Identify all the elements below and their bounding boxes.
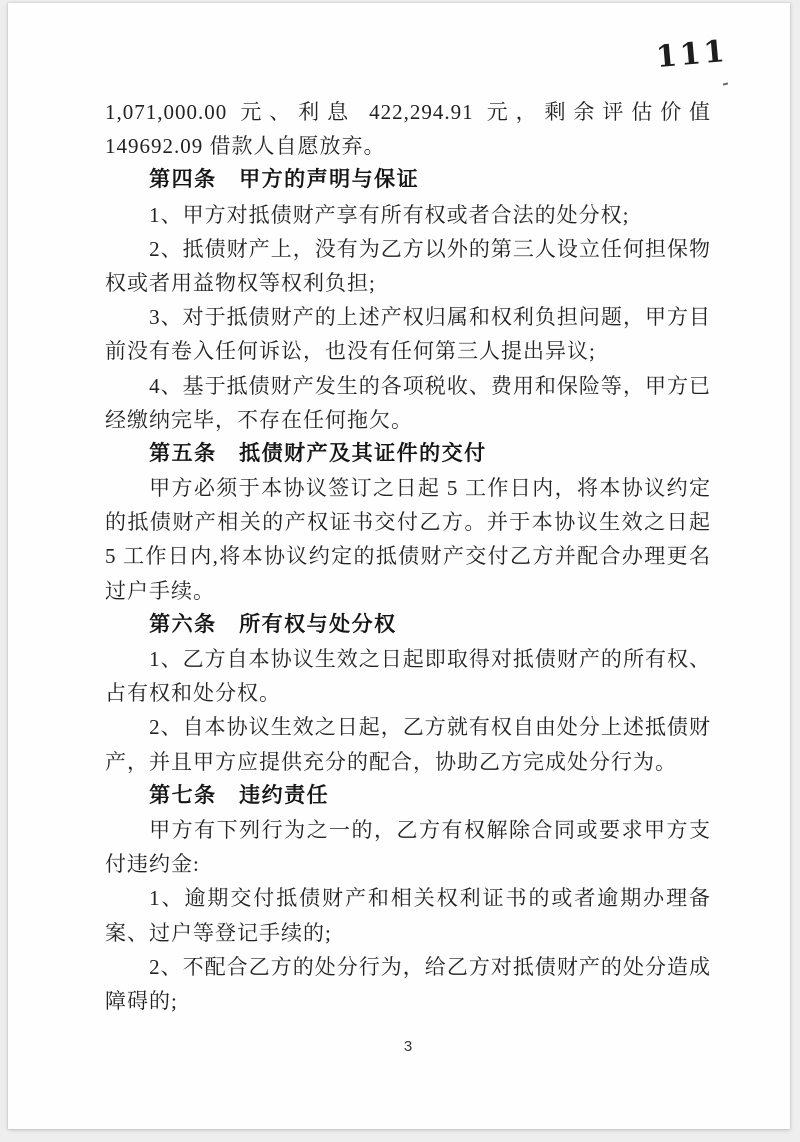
heading-article-7: 第七条 违约责任 [149,783,330,807]
article-7-item-2-line-2: 障碍的; [105,988,178,1013]
article-4-item-1: 1、甲方对抵债财产享有所有权或者合法的处分权; [149,202,630,227]
article-6-item-1-line-1: 1、乙方自本协议生效之日起即取得对抵债财产的所有权、 [149,647,711,671]
article-6-item-2-line-1: 2、自本协议生效之日起，乙方就有权自由处分上述抵债财 [149,715,711,740]
article-6-item-2-line-2: 产，并且甲方应提供充分的配合，协助乙方完成处分行为。 [105,749,677,774]
article-4-item-2-line-1: 2、抵债财产上，没有为乙方以外的第三人设立任何担保物 [149,236,711,261]
article-5-para-line-3: 5 工作日内,将本协议约定的抵债财产交付乙方并配合办理更名 [105,544,711,569]
article-4-item-3-line-2: 前没有卷入任何诉讼，也没有任何第三人提出异议; [105,339,596,364]
article-6-item-1-line-2: 占有权和处分权。 [105,681,281,706]
heading-article-4: 第四条 甲方的声明与保证 [149,168,420,192]
article-7-item-1-line-1: 1、逾期交付抵债财产和相关权利证书的或者逾期办理备 [149,886,711,911]
amount-continuation-line: 1,071,000.00 元、利息 422,294.91 元，剩余评估价值 [105,100,711,124]
article-7-item-2-line-1: 2、不配合乙方的处分行为，给乙方对抵债财产的处分造成 [149,954,711,979]
article-7-intro-line-2: 付违约金: [105,852,200,877]
ink-speck [723,82,728,85]
article-7-intro-line-1: 甲方有下列行为之一的，乙方有权解除合同或要求甲方支 [149,817,711,842]
article-4-item-2-line-2: 权或者用益物权等权利负担; [105,270,376,295]
handwritten-page-stamp: 111 [654,33,730,76]
article-4-item-4-line-2: 经缴纳完毕，不存在任何拖欠。 [105,407,413,432]
article-4-item-4-line-1: 4、基于抵债财产发生的各项税收、费用和保险等，甲方已 [149,373,711,398]
page-number: 3 [403,1038,413,1055]
article-5-para-line-2: 的抵债财产相关的产权证书交付乙方。并于本协议生效之日起 [105,510,711,535]
heading-article-5: 第五条 抵债财产及其证件的交付 [149,441,487,465]
article-5-para-line-1: 甲方必须于本协议签订之日起 5 工作日内，将本协议约定 [149,476,711,501]
article-4-item-3-line-1: 3、对于抵债财产的上述产权归属和权利负担问题，甲方目 [149,305,711,330]
document-body [105,95,711,1018]
article-7-item-1-line-2: 案、过户等登记手续的; [105,920,332,945]
document-page [8,3,790,1129]
waiver-line: 149692.09 借款人自愿放弃。 [105,134,386,159]
article-5-para-line-4: 过户手续。 [105,578,215,603]
heading-article-6: 第六条 所有权与处分权 [149,612,397,636]
